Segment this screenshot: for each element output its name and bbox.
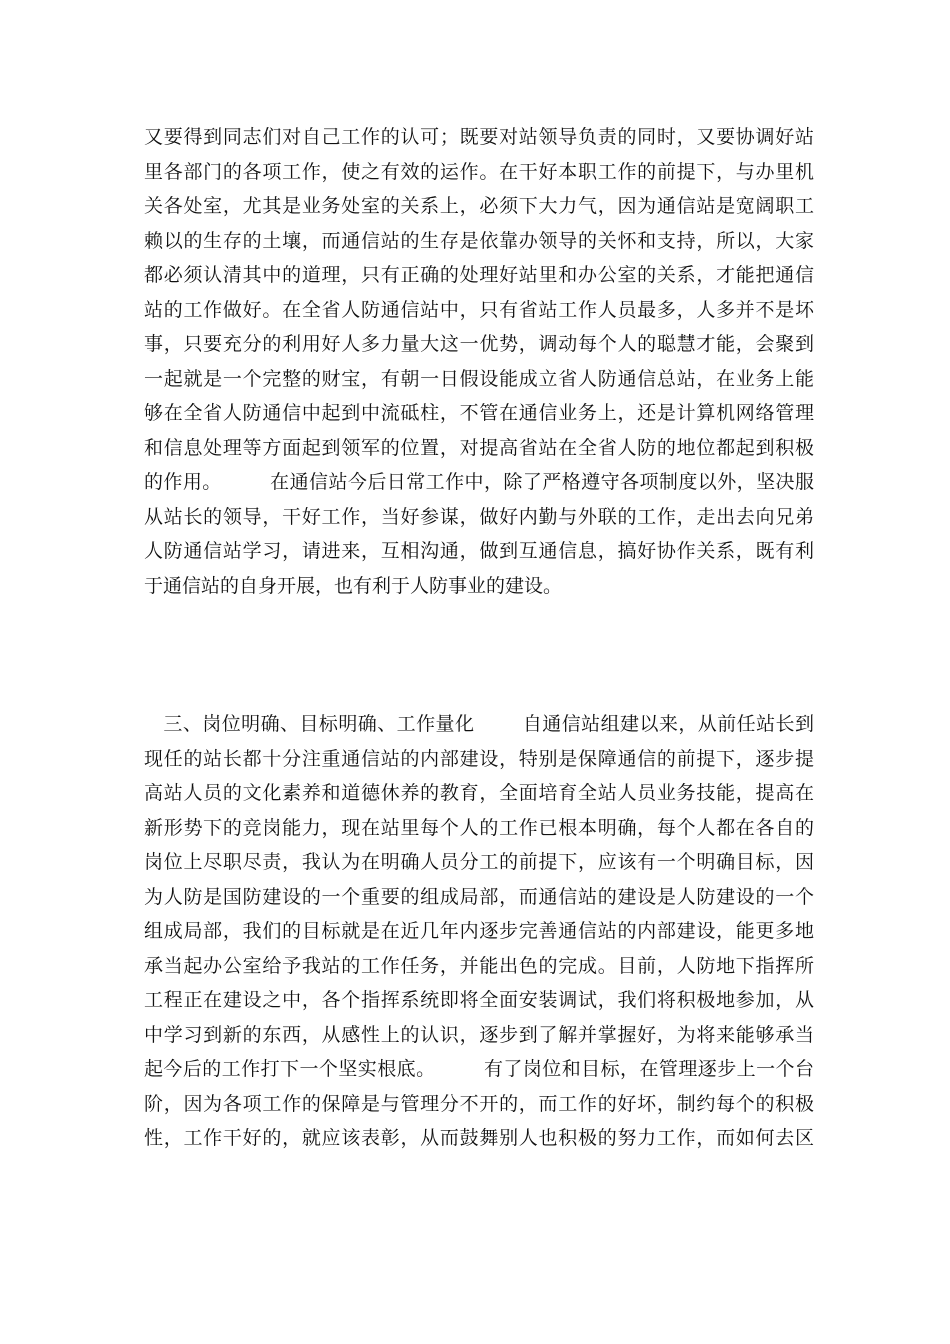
text-line: 组成局部，我们的目标就是在近几年内逐步完善通信站的内部建设，能更多地 [144, 920, 814, 942]
text-line: 人防通信站学习，请进来，互相沟通，做到互通信息，搞好协作关系，既有利 [144, 540, 814, 562]
text-line: 都必须认清其中的道理，只有正确的处理好站里和办公室的关系，才能把通信 [144, 264, 814, 286]
text-line: 站的工作做好。在全省人防通信站中，只有省站工作人员最多，人多并不是坏 [144, 298, 814, 321]
text-line: 关各处室，尤其是业务处室的关系上，必须下大力气，因为通信站是宽阔职工 [144, 195, 814, 217]
text-line: 阶，因为各项工作的保障是与管理分不开的，而工作的好坏，制约每个的积极 [144, 1092, 814, 1115]
text-line: 又要得到同志们对自己工作的认可；既要对站领导负责的同时，又要协调好站 [144, 126, 814, 148]
text-line: 中学习到新的东西，从感性上的认识，逐步到了解并掌握好，为将来能够承当 [144, 1023, 814, 1046]
text-segment: 起今后的工作打下一个坚实根底。 [144, 1058, 436, 1080]
text-line: 够在全省人防通信中起到中流砥柱，不管在通信业务上，还是计算机网络管理 [144, 402, 814, 424]
text-line: 于通信站的自身开展，也有利于人防事业的建设。 [144, 574, 563, 597]
text-line: 从站长的领导，干好工作，当好参谋，做好内勤与外联的工作，走出去向兄弟 [144, 505, 814, 528]
text-segment: 有了岗位和目标，在管理逐步上一个台 [483, 1058, 814, 1080]
text-line: 和信息处理等方面起到领军的位置，对提高省站在全省人防的地位都起到积极 [144, 436, 814, 459]
text-segment: 的作用。 [144, 471, 222, 493]
paragraph-block-2 [144, 707, 814, 1156]
section-heading: 三、岗位明确、目标明确、工作量化 [163, 713, 475, 735]
text-line: 承当起办公室给予我站的工作任务，并能出色的完成。目前，人防地下指挥所 [144, 954, 814, 977]
text-segment: 自通信站组建以来，从前任站长到 [522, 713, 814, 735]
text-line: 工程正在建设之中，各个指挥系统即将全面安装调试，我们将积极地参加，从 [144, 989, 814, 1011]
text-line: 岗位上尽职尽责，我认为在明确人员分工的前提下，应该有一个明确目标，因 [144, 851, 814, 873]
text-line: 性，工作干好的，就应该表彰，从而鼓舞别人也积极的努力工作，而如何去区 [144, 1127, 814, 1149]
section-heading-line [144, 707, 814, 742]
text-line: 一起就是一个完整的财宝，有朝一日假设能成立省人防通信总站，在业务上能 [144, 367, 814, 390]
text-line: 事，只要充分的利用好人多力量大这一优势，调动每个人的聪慧才能，会聚到 [144, 333, 814, 355]
text-line: 新形势下的竞岗能力，现在站里每个人的工作已根本明确，每个人都在各自的 [144, 816, 814, 839]
paragraph-block-1 [144, 120, 814, 603]
text-line: 里各部门的各项工作，使之有效的运作。在干好本职工作的前提下，与办里机 [144, 160, 814, 183]
text-line: 为人防是国防建设的一个重要的组成局部，而通信站的建设是人防建设的一个 [144, 885, 814, 908]
text-segment: 在通信站今后日常工作中，除了严格遵守各项制度以外，坚决服 [269, 471, 814, 493]
text-line-with-gap [144, 1052, 814, 1087]
text-line: 赖以的生存的土壤，而通信站的生存是依靠办领导的关怀和支持，所以，大家 [144, 229, 814, 252]
text-line: 高站人员的文化素养和道德休养的教育，全面培育全站人员业务技能，提高在 [144, 782, 814, 804]
text-line: 现任的站长都十分注重通信站的内部建设，特别是保障通信的前提下，逐步提 [144, 747, 814, 770]
text-line-with-gap [144, 465, 814, 500]
